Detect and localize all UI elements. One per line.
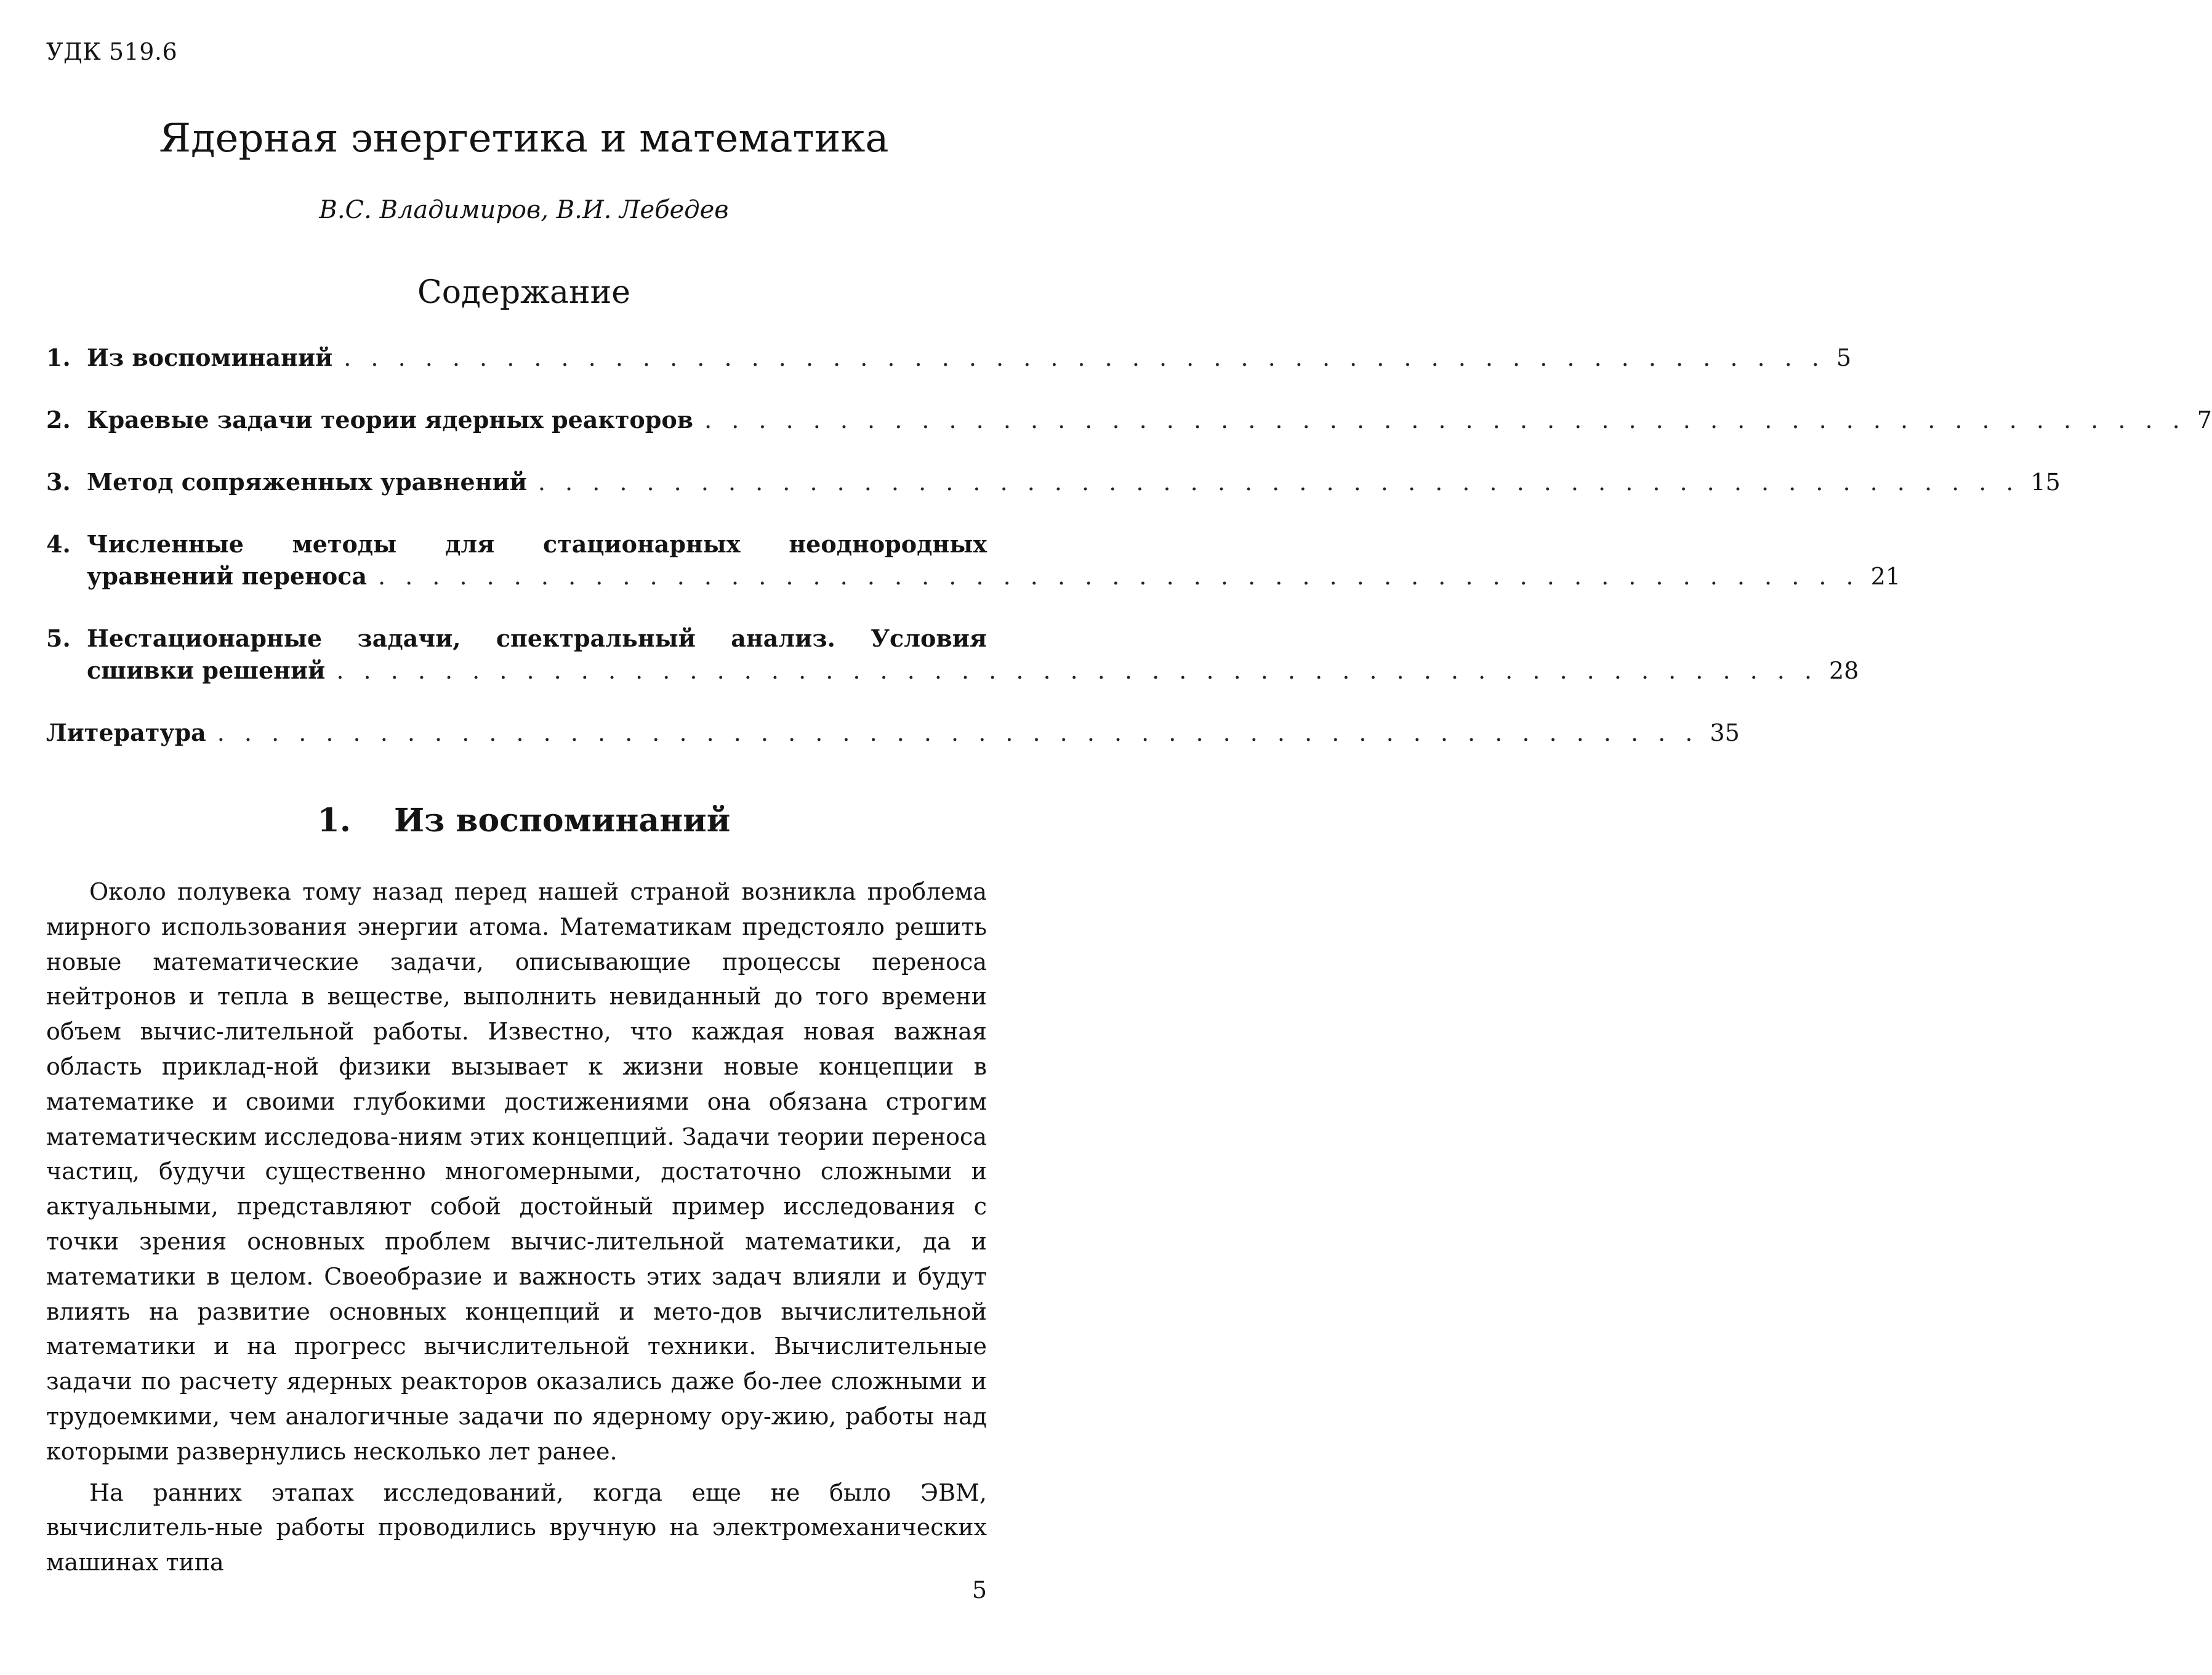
toc-entry-title-line[interactable]: уравнений переноса <box>87 562 367 590</box>
toc-entry-page: 15 <box>2030 469 2061 496</box>
toc-entry-number: 4. <box>46 530 71 558</box>
toc-entry-number: 5. <box>46 624 71 652</box>
toc-entry[interactable] <box>46 342 1852 374</box>
toc-leader-dots: . . . . . . . . . . . . . . . . . . . . . . . . . . . . . . . . . . . . . . . . . . . . . . . . . . . . . . . <box>704 406 2186 434</box>
toc-entry-page: 7 <box>2197 406 2212 434</box>
toc-entry-number: 1. <box>46 344 71 371</box>
toc-leader-dots: . . . . . . . . . . . . . . . . . . . . . . . . . . . . . . . . . . . . . . . . . . . . . . . . . . . . . . . <box>336 657 1818 684</box>
toc-entry[interactable] <box>46 404 2212 436</box>
toc-entry-title[interactable]: Литература <box>46 719 206 746</box>
table-of-contents <box>46 342 2212 749</box>
toc-entry-title[interactable]: Метод сопряженных уравнений <box>87 468 527 496</box>
section-number: 1. <box>317 802 351 839</box>
toc-entry-page: 21 <box>1870 563 1900 590</box>
toc-entry-title-line[interactable]: Нестационарные задачи, спектральный анализ. Условия <box>87 624 987 652</box>
toc-entry-references[interactable] <box>46 717 1740 749</box>
toc-entry[interactable] <box>46 466 2061 498</box>
toc-leader-dots: . . . . . . . . . . . . . . . . . . . . . . . . . . . . . . . . . . . . . . . . . . . . . . . . . . . . . . . <box>344 344 1825 371</box>
paper-title: Ядерная энергетика и математика <box>159 116 889 161</box>
toc-entry-title[interactable]: Из воспоминаний <box>87 344 333 371</box>
toc-entry-page: 5 <box>1836 344 1852 371</box>
page-number: 5 <box>971 1576 987 1604</box>
toc-entry-page: 28 <box>1829 657 1859 684</box>
authors: В.С. Владимиров, В.И. Лебедев <box>319 196 729 224</box>
toc-leader-dots: . . . . . . . . . . . . . . . . . . . . . . . . . . . . . . . . . . . . . . . . . . . . . . . . . . . . . . . <box>217 719 1699 746</box>
toc-leader-dots: . . . . . . . . . . . . . . . . . . . . . . . . . . . . . . . . . . . . . . . . . . . . . . . . . . . . . . . <box>377 563 1860 590</box>
toc-entry-title-line[interactable]: сшивки решений <box>87 656 326 684</box>
toc-entry-number: 2. <box>46 406 71 434</box>
toc-entry[interactable] <box>46 623 1859 687</box>
toc-entry-title-line[interactable]: Численные методы для стационарных неоднородных <box>87 530 987 558</box>
paragraph: Около полувека тому назад перед нашей страной возникла проблема мирного использования энергии атома. Математикам предстояло решить новые математические задачи, описывающие процессы переноса нейтронов и тепла в веществе, выполнить невиданный до того времени объем вычис-лительной работы. Известно, что каждая новая важная область приклад-ной физики вызывает к жизни новые концепции в математике и своими глубокими достижениями она обязана строгим математическим исследова-ниям этих концепций. Задачи теории переноса частиц, будучи существенно многомерными, достаточно сложными и актуальными, представляют собой достойный пример исследования с точки зрения основных проблем вычис-лительной математики, да и математики в целом. Своеобразие и важность этих задач влияли и будут влиять на развитие основных концепций и мето-дов вычислительной математики и на прогресс вычислительной техники. Вычислительные задачи по расчету ядерных реакторов оказались даже бо-лее сложными и трудоемкими, чем аналогичные задачи по ядерному ору-жию, работы над которыми развернулись несколько лет ранее. <box>46 878 987 1465</box>
udc-code: УДК 519.6 <box>46 38 178 65</box>
section-body <box>46 874 987 1580</box>
toc-entry-number: 3. <box>46 468 71 496</box>
section-heading <box>0 802 1048 839</box>
toc-entry[interactable] <box>46 528 1900 592</box>
toc-entry-title[interactable]: Краевые задачи теории ядерных реакторов <box>87 406 694 434</box>
toc-entry-page: 35 <box>1710 719 1740 746</box>
toc-leader-dots: . . . . . . . . . . . . . . . . . . . . . . . . . . . . . . . . . . . . . . . . . . . . . . . . . . . . . . . <box>537 469 2020 496</box>
paragraph: На ранних этапах исследований, когда еще не было ЭВМ, вычислитель-ные работы проводились вручную на электромеханических машинах типа <box>46 1479 987 1576</box>
toc-heading: Содержание <box>417 274 631 311</box>
section-title: Из воспоминаний <box>393 802 731 839</box>
